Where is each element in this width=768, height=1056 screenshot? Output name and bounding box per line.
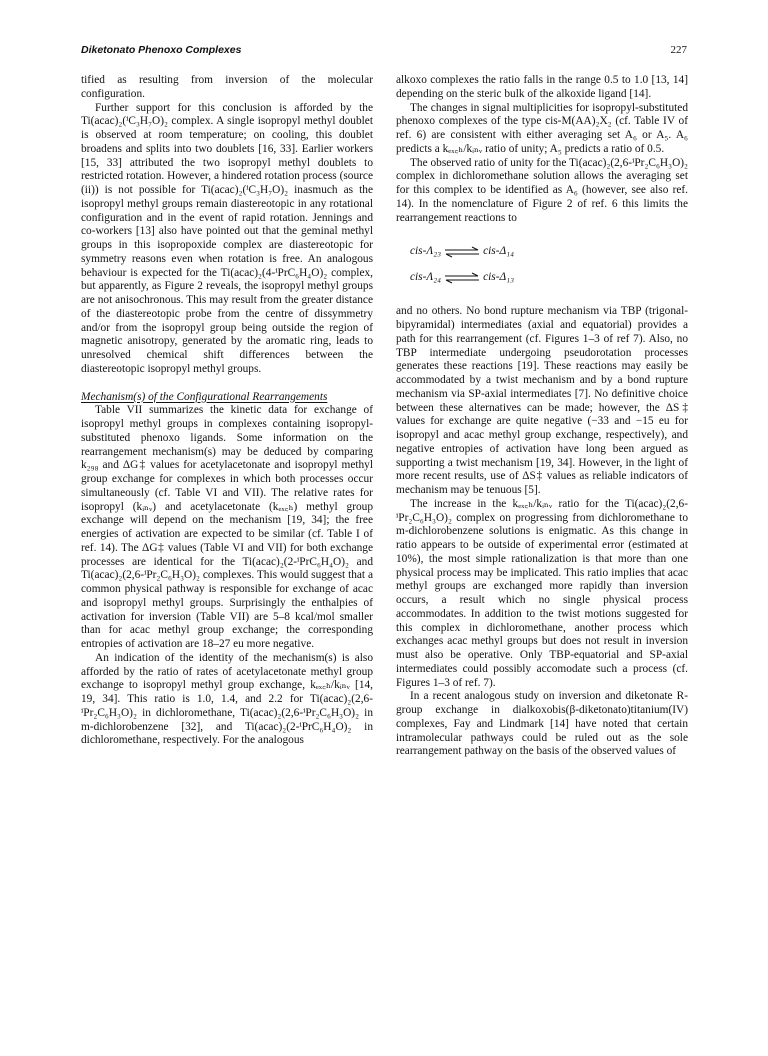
paragraph-mechanism-analysis: and no others. No bond rupture mechanism via TBP (trigonal-bipyramidal) intermediates (axial and equatorial) provides a path for this rearrangement (cf. Figures 1–3 of ref 7). Also, no TBP intermediate undergoing pseudorotation processes generates these reactions [19]. These reactions may easily be accommodated by a twist mechanism and by a bond rupture mechanism via SP-axial intermediates [7]. No definitive choice between these alternatives can be made; however, the ΔS‡ values for exchange are quite negative (−33 and −15 eu for isopropyl and acac methyl group exchange, respectively), and negative entropies of activation have long been argued as supporting a twist mechanism [19, 34]. However, in the light of more recent results, use of ΔS‡ values as reliable indicators of mechanism may be tenuous [5].	[396, 305, 688, 496]
running-head	[81, 44, 687, 62]
reaction-line	[396, 265, 688, 291]
left-column	[81, 74, 373, 748]
page-number: 227	[670, 44, 687, 56]
equilibrium-arrow-icon	[444, 246, 480, 258]
paragraph-kinetic-data: Table VII summarizes the kinetic data for exchange of isopropyl methyl groups in complexes containing isopropyl-substituted phenoxo ligands. Some information on the rearrangement mechanism(s) may be deduced by comparing k₂₉₈ and ΔG‡ values for acetylacetonate and isopropyl methyl group exchange for complexes in which both processes occur simultaneously (cf. Table VI and VII). The relative rates for isopropyl (kᵢₙᵥ) and acetylacetonate (kₑₓ꜀ₕ) methyl group exchange will depend on the mechanism [19, 34]; the free energies of activation are expected to be similar (cf. Table I of ref. 14). The ΔG‡ values (Table VI and VII) for both exchange processes are identical for the Ti(acac)₂(2-ⁱPrC₆H₄O)₂ and Ti(acac)₂(2,6-ⁱPr₂C₆H₃O)₂ complexes. This would suggest that a common physical pathway is responsible for exchange of acac and isopropyl methyl groups. Surprisingly the enthalpies of activation for inversion (Table VII) are 5–8 kcal/mol smaller than for acac methyl group exchange; the corresponding entropies of activation are 18–27 eu more negative.	[81, 404, 373, 650]
reactant-label: cis-Λ₂₄	[410, 271, 442, 284]
paragraph-ratio-increase: The increase in the kₑₓ꜀ₕ/kᵢₙᵥ ratio for the Ti(acac)₂(2,6-ⁱPr₂C₆H₃O)₂ complex on progressing from dichloromethane to m-dichlorobenzene solutions is enigmatic. As this change in ratio appears to be outside of experimental error (estimated at 10%), the most simple rationalization is that more than one physical process may be implicated. This ratio implies that acac methyl groups are exchanged more rapidly than inversion occurs, a result which no single physical process accommodates. In addition to the twist motions suggested for this complex in dichloromethane, another process which exchanges acac methyl groups but does not result in inversion must also be operative. Only TBP-equatorial and SP-axial intermediates could possibly accomodate such a process (cf. Figures 1–3 of ref. 7).	[396, 497, 688, 689]
paragraph-averaging-set: The observed ratio of unity for the Ti(acac)₂(2,6-ⁱPr₂C₆H₃O)₂ complex in dichloromethane solution allows the averaging set for this complex to be identified as A₆ (however, see also ref. 14). In the nomenclature of Figure 2 of ref. 6 this limits the rearrangement reactions to	[396, 156, 688, 224]
equilibrium-arrow-icon	[444, 272, 480, 284]
paragraph-rate-ratio: An indication of the identity of the mechanism(s) is also afforded by the ratio of rates of acetylacetonate methyl group exchange to isopropyl methyl group exchange, kₑₓ꜀ₕ/kᵢₙᵥ [14, 19, 34]. This ratio is 1.0, 1.4, and 2.2 for Ti(acac)₂(2,6-ⁱPr₂C₆H₃O)₂ in dichloromethane, Ti(acac)₂(2,6-ⁱPr₂C₆H₃O)₂ in m-dichlorobenzene [32], and Ti(acac)₂(2-ⁱPrC₆H₄O)₂ in dichloromethane, respectively. For the analogous	[81, 651, 373, 747]
reactant-label: cis-Λ₂₃	[410, 245, 442, 258]
right-column	[396, 74, 688, 759]
reaction-scheme	[396, 239, 688, 291]
product-label: cis-Δ₁₄	[483, 245, 515, 258]
reaction-line	[396, 239, 688, 265]
product-label: cis-Δ₁₃	[483, 271, 515, 284]
running-title: Diketonato Phenoxo Complexes	[81, 44, 242, 56]
paragraph-isopropoxide-support: Further support for this conclusion is afforded by the Ti(acac)₂(ⁱC₃H₇O)₂ complex. A single isopropyl methyl doublet is observed at room temperature; on cooling, this doublet broadens and splits into two doublets [16, 33]. Earlier workers [15, 33] attributed the two isopropyl methyl doublets to restricted rotation. However, a hindered rotation process (source (ii)) is not possible for Ti(acac)₂(ⁱC₃H₇O)₂ inasmuch as the isopropyl methyl groups remain diastereotopic in any rotational configuration and in the event of rapid rotation. Jennings and co-workers [13] also have pointed out that the geminal methyl groups in this isopropoxide complex are diastereotopic for symmetry reasons even when rotation is free. An analogous behaviour is expected for the Ti(acac)₂(4-ⁱPrC₆H₄O)₂ complex, but apparently, as Figure 2 reveals, the isopropyl methyl groups are not anisochronous. This may result from the greater distance of the diastereotopic probe from the centre of dissymmetry and/or from the isopropyl group being outside the region of magnetic anisotropy, generated by the aromatic ring, leads to unresolved chemical shift differences between the diastereotopic isopropyl methyl groups.	[81, 101, 373, 375]
section-heading: Mechanism(s) of the Configurational Rearrangements	[81, 390, 328, 403]
paragraph-signal-multiplicities: The changes in signal multiplicities for isopropyl-substituted phenoxo complexes of the type cis-M(AA)₂X₂ (cf. Table IV of ref. 6) are consistent with either averaging set A₆ or A₅. A₆ predicts a kₑₓ꜀ₕ/kᵢₙᵥ ratio of unity; A₅ predicts a ratio of 0.5.	[396, 101, 688, 155]
paragraph-alkoxo-ratio: alkoxo complexes the ratio falls in the range 0.5 to 1.0 [13, 14] depending on the steric bulk of the alkoxide ligand [14].	[396, 74, 688, 100]
paragraph-continued: tified as resulting from inversion of the molecular configuration.	[81, 74, 373, 100]
paragraph-analogous-study: In a recent analogous study on inversion and diketonate R-group exchange in dialkoxobis(β-diketonato)titanium(IV) complexes, Fay and Lindmark [14] have noted that certain intramolecular pathways could be ruled out as the sole rearrangement pathway on the basis of the observed values of	[396, 690, 688, 758]
